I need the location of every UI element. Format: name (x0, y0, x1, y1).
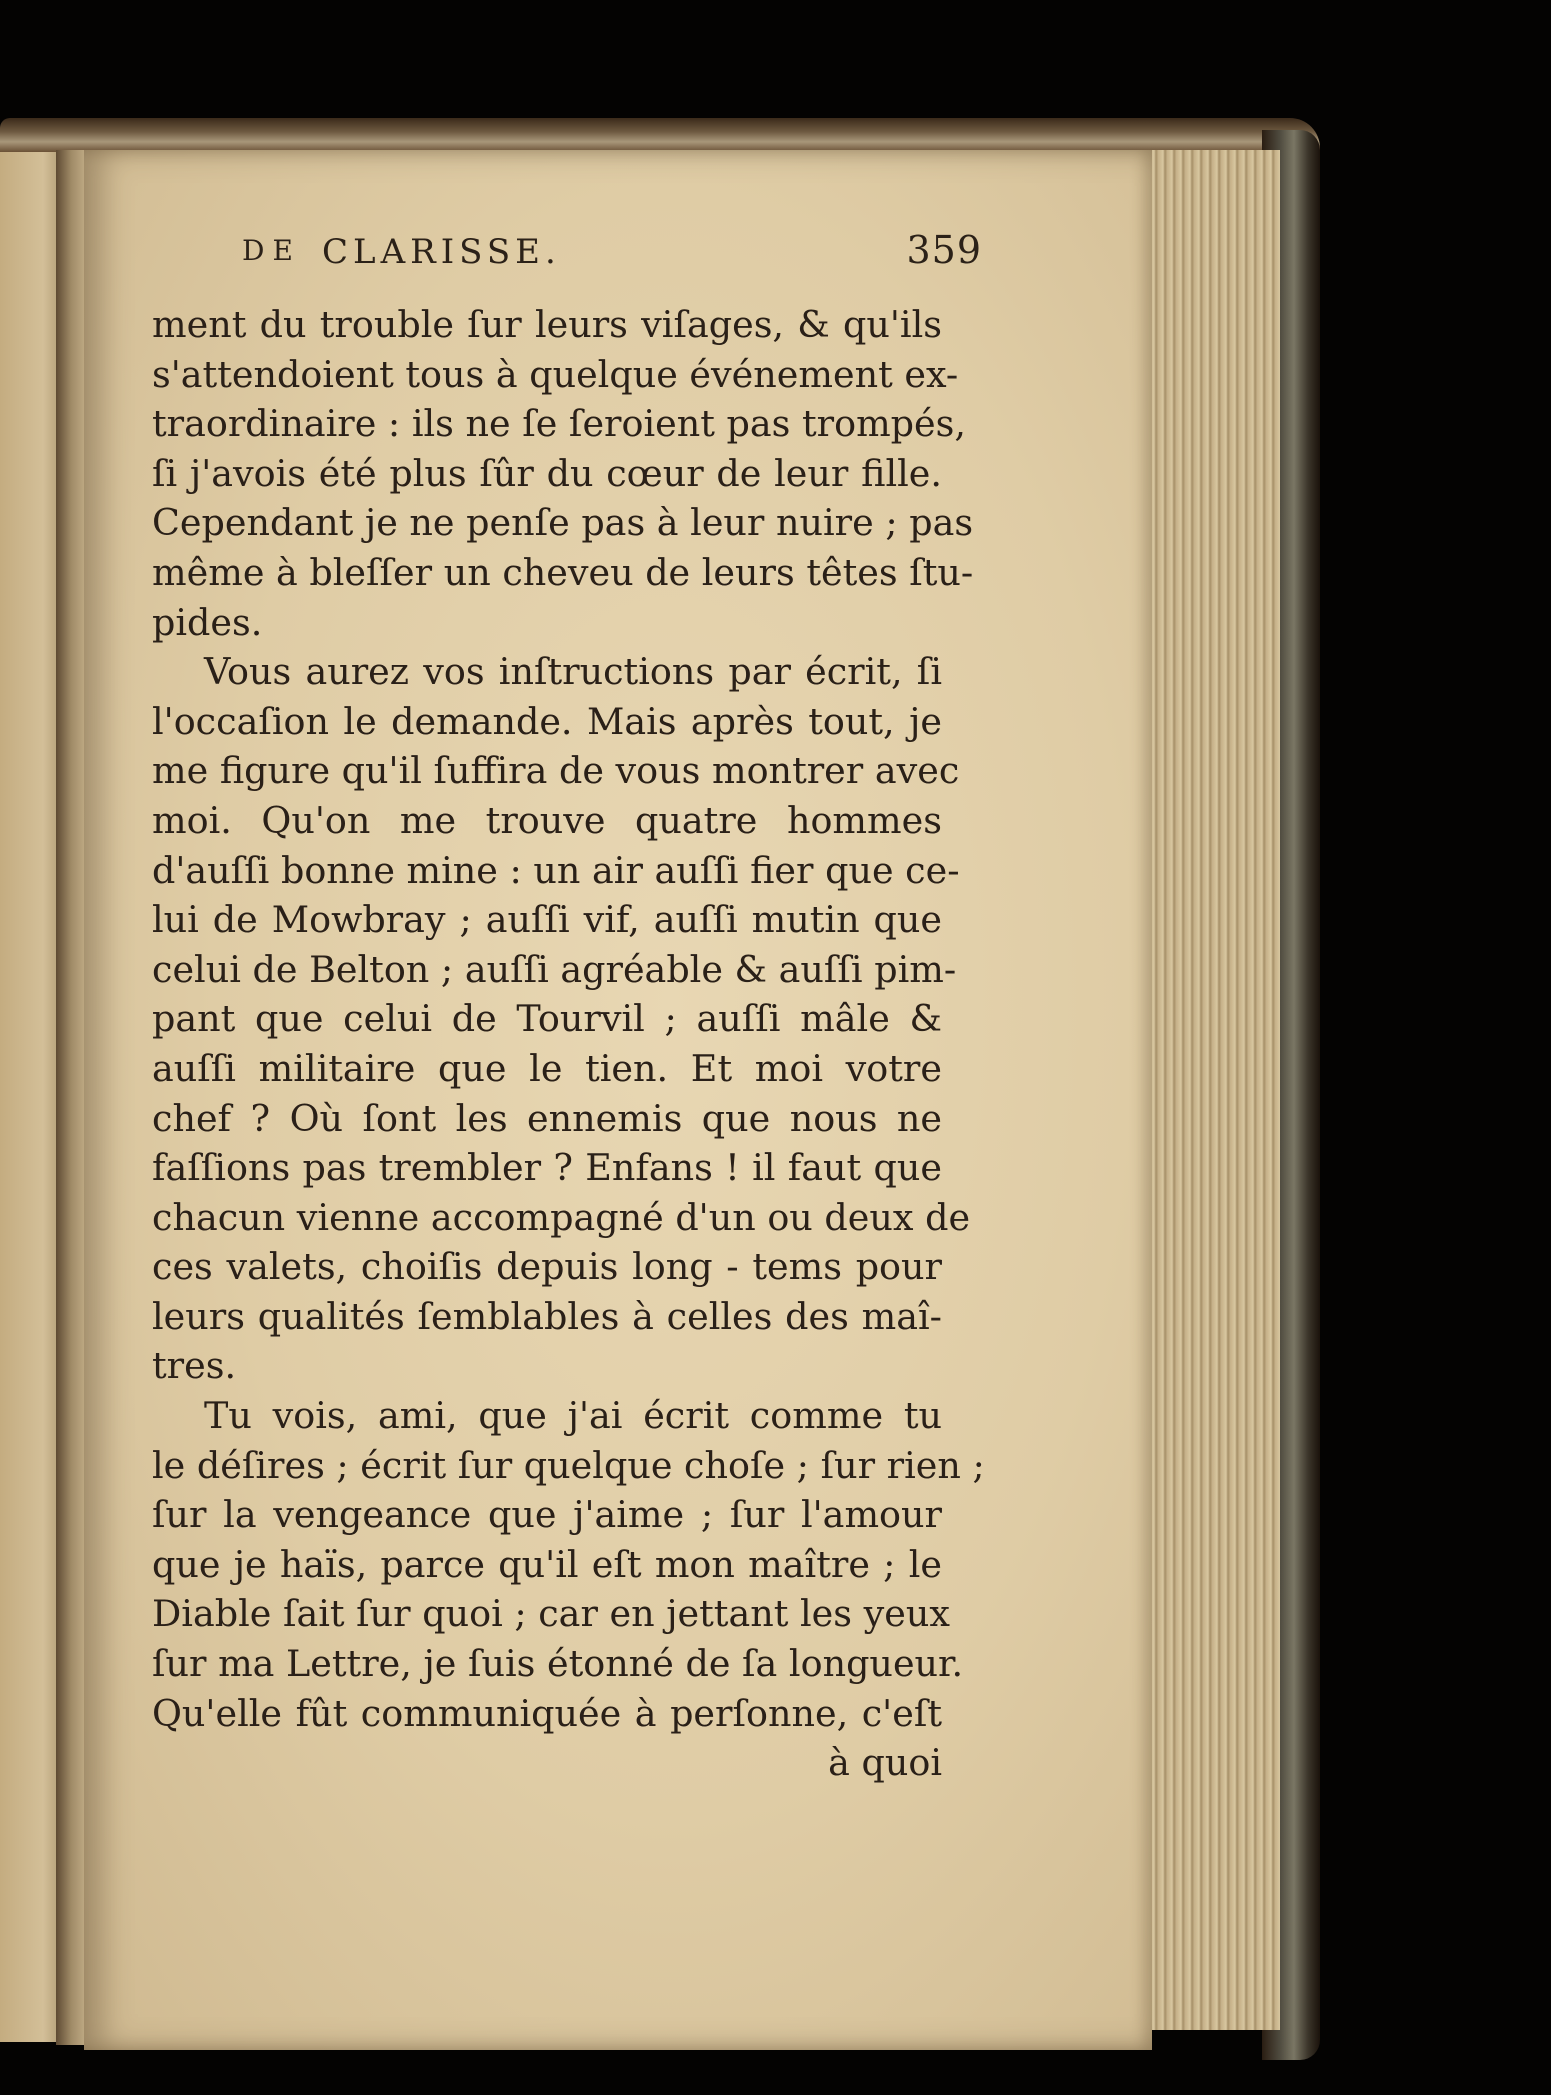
text-line: auſſi militaire que le tien. Et moi votre (152, 1046, 942, 1090)
text-line: moi. Qu'on me trouve quatre hommes (152, 798, 942, 842)
catchword: à quoi (828, 1741, 942, 1785)
book-cover-top-edge (0, 118, 1320, 152)
page-number: 359 (906, 228, 982, 272)
running-head-prefix: DE (242, 234, 301, 267)
text-line: ſur la vengeance que j'aime ; ſur l'amour (152, 1493, 942, 1537)
text-line: faſſions pas trembler ? Enfans ! il faut que (152, 1146, 942, 1190)
text-line: celui de Belton ; auſſi agréable & auſſi pim- (152, 947, 957, 991)
text-line: ces valets, choiſis depuis long - tems pour (152, 1245, 942, 1289)
text-line: d'auſſi bonne mine : un air auſſi fier que ce- (152, 848, 960, 892)
text-line: l'occaſion le demande. Mais après tout, je (152, 699, 942, 743)
text-line: Tu vois, ami, que j'ai écrit comme tu (204, 1394, 942, 1438)
text-line: Cependant je ne penſe pas à leur nuire ; pas (152, 501, 974, 545)
text-line: que je haïs, parce qu'il eſt mon maître ; le (152, 1542, 942, 1586)
page-stack-edges (1148, 150, 1280, 2030)
text-line: traordinaire : ils ne ſe ſeroient pas trompés, (152, 402, 966, 446)
text-line: pides. (152, 600, 263, 644)
text-line: pant que celui de Tourvil ; auſſi mâle & (152, 997, 942, 1041)
text-line: chef ? Où ſont les ennemis que nous ne (152, 1096, 942, 1140)
text-line: tres. (152, 1344, 237, 1388)
text-line: ſur ma Lettre, je ſuis étonné de ſa longueur. (152, 1642, 964, 1686)
text-line: Diable ſait ſur quoi ; car en jettant les yeux (152, 1592, 950, 1636)
text-line: leurs qualités ſemblables à celles des maî- (152, 1294, 942, 1338)
text-line: le déſires ; écrit ſur quelque choſe ; ſur rien ; (152, 1443, 985, 1487)
body-text (152, 300, 985, 1788)
text-line: même à bleſſer un cheveu de leurs têtes ſtu- (152, 550, 974, 594)
text-line: ſi j'avois été plus ſûr du cœur de leur fille. (152, 451, 942, 495)
running-head (242, 228, 982, 274)
running-head-title: CLARISSE. (322, 232, 561, 272)
text-line: ment du trouble ſur leurs viſages, & qu'ils (152, 303, 942, 346)
text-line: lui de Mowbray ; auſſi vif, auſſi mutin que (152, 898, 942, 942)
text-line: me figure qu'il ſuffira de vous montrer avec (152, 749, 960, 793)
text-line: chacun vienne accompagné d'un ou deux de (152, 1195, 971, 1239)
text-line: Qu'elle fût communiquée à perſonne, c'eſt (152, 1691, 942, 1735)
text-line: s'attendoient tous à quelque événement ex- (152, 352, 959, 396)
text-line: Vous aurez vos inſtructions par écrit, ſi (204, 650, 942, 694)
